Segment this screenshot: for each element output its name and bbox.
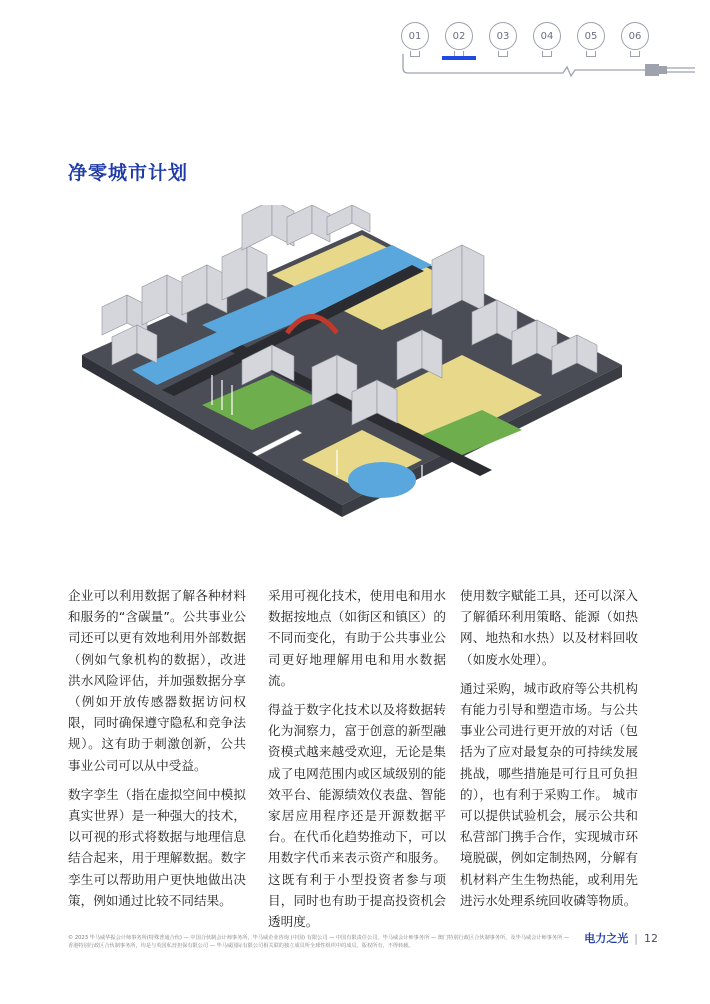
bulb-base-icon — [586, 51, 596, 57]
nav-item-05[interactable] — [574, 22, 608, 62]
paragraph: 数字孪生（指在虚拟空间中模拟真实世界）是一种强大的技术，以可视的形式将数据与地理信息结合起来，用于理解数据。数字孪生可以帮助用户更快地做出决策，例如通过比较不同结果。 — [68, 786, 246, 908]
paragraph: 采用可视化技术，使用电和用水数据按地点（如街区和镇区）的不同而变化，有助于公共事业公司更好地理解用电和用水数据流。 — [268, 588, 446, 688]
isometric-city-illustration — [72, 205, 632, 575]
nav-item-03[interactable] — [486, 22, 520, 62]
nav-item-label: 02 — [445, 22, 473, 50]
separator: | — [634, 932, 638, 945]
nav-item-04[interactable] — [530, 22, 564, 62]
nav-item-label: 01 — [401, 22, 429, 50]
bulb-base-icon — [410, 51, 420, 57]
publication-title: 电力之光 — [584, 932, 629, 945]
paragraph: 企业可以利用数据了解各种材料和服务的“含碳量”。公共事业公司还可以更有效地利用外部数据（例如气象机构的数据），改进洪水风险评估，并加强数据分享（例如开放传感器数据访问权限，同时确保遵守隐私和竞争法规）。这有助于刺激创新，公共事业公司可以从中受益。 — [68, 588, 246, 773]
page-title: 净零城市计划 — [68, 162, 189, 184]
text-column-1 — [68, 585, 246, 919]
nav-item-label: 06 — [621, 22, 649, 50]
bulb-base-icon — [498, 51, 508, 57]
legal-footnote: © 2023 毕马威华振会计师事务所(特殊普通合伙) — 中国合伙制会计师事务所，毕马威企业咨询 (中国) 有限公司 — 中国有限责任公司，毕马威会计师事务所 — 澳门特别行政区合伙制事务所，及毕马威会计师事务所 — 香港特别行政区合伙制事务所，均是与英国私营担保有限公司 — 毕马威国际有限公司相关联的独立成员所全球性组织中的成员。版权所有，不得转载。 — [68, 935, 570, 949]
nav-item-01[interactable] — [398, 22, 432, 62]
nav-item-06[interactable] — [618, 22, 652, 62]
nav-item-label: 04 — [533, 22, 561, 50]
paragraph: 通过采购，城市政府等公共机构有能力引导和塑造市场。与公共事业公司进行更开放的对话（包括为了应对最复杂的可持续发展挑战，哪些措施是可行且可负担的），也有利于采购工作。 城市可以提供试验机会，展示公共和私营部门携手合作，实现城市环境脱碳，例如定制热网，分解有机材料产生生物热能，或利用先进污水处理系统回收磷等物质。 — [460, 680, 638, 908]
bulb-base-icon — [542, 51, 552, 57]
bulb-base-icon — [630, 51, 640, 57]
active-section-indicator — [442, 56, 476, 60]
nav-item-label: 05 — [577, 22, 605, 50]
text-column-2 — [268, 585, 446, 940]
section-nav — [395, 18, 695, 88]
nav-item-label: 03 — [489, 22, 517, 50]
paragraph: 得益于数字化技术以及将数据转化为洞察力，富于创意的新型融资模式越来越受欢迎，无论是集成了电网范围内或区域级别的能效平台、能源绩效仪表盘、智能家居应用程序还是开源数据平台。在代币化趋势推动下，可以用数字代币来表示资产和服务。这既有利于小型投资者参与项目，同时也有助于提高投资机会透明度。 — [268, 702, 446, 930]
text-column-3 — [460, 585, 638, 919]
page-footer — [584, 930, 658, 946]
page-number: 12 — [644, 932, 658, 945]
paragraph: 使用数字赋能工具，还可以深入了解循环利用策略、能源（如热网、地热和水热）以及材料回收（如废水处理）。 — [460, 588, 638, 667]
